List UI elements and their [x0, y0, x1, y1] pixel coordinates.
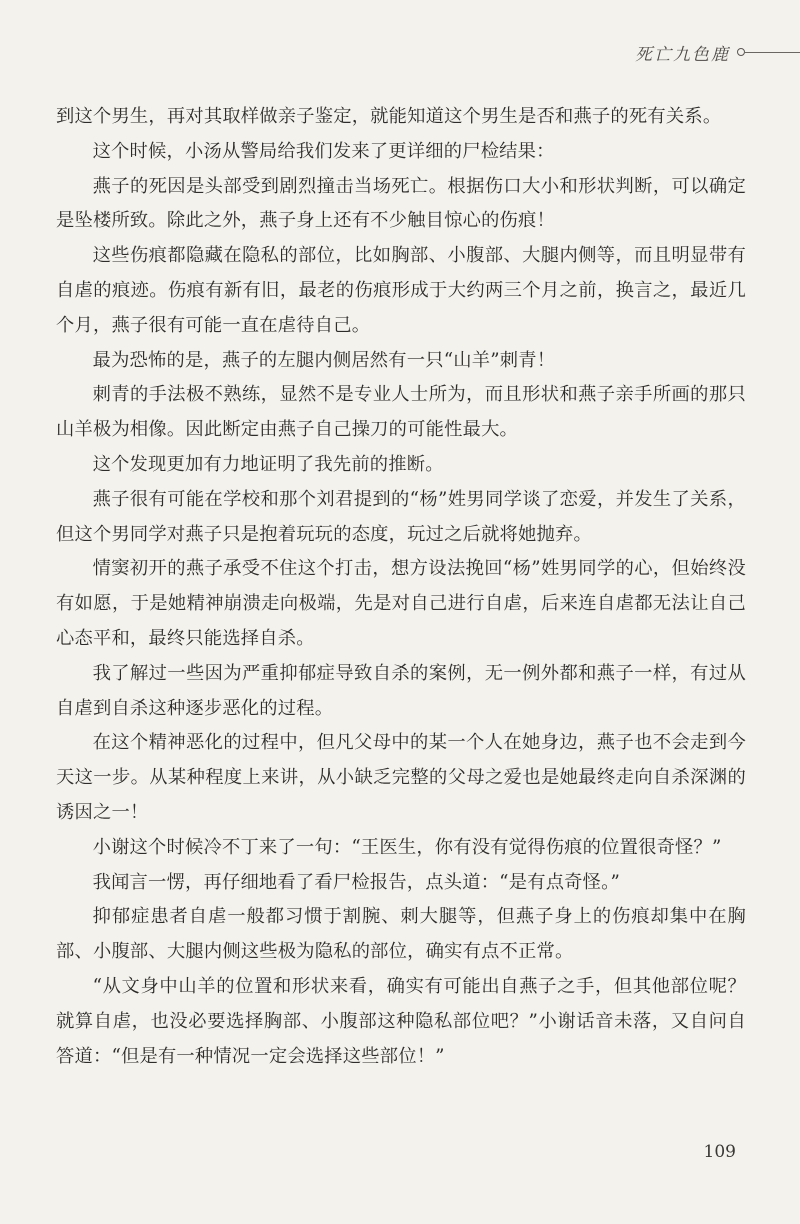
paragraph-10: 我了解过一些因为严重抑郁症导致自杀的案例，无一例外都和燕子一样，有过从自虐到自杀这种逐步恶化的过程。 — [56, 662, 746, 719]
paragraph-3: 燕子的死因是头部受到剧烈撞击当场死亡。根据伤口大小和形状判断，可以确定是坠楼所致。除此之外，燕子身上还有不少触目惊心的伤痕！ — [56, 175, 746, 232]
paragraph-11: 在这个精神恶化的过程中，但凡父母中的某一个人在她身边，燕子也不会走到今天这一步。从某种程度上来讲，从小缺乏完整的父母之爱也是她最终走向自杀深渊的诱因之一！ — [56, 732, 746, 823]
paragraph-5: 最为恐怖的是，燕子的左腿内侧居然有一只“山羊”刺青！ — [92, 349, 556, 371]
paragraph-6: 刺青的手法极不熟练，显然不是专业人士所为，而且形状和燕子亲手所画的那只山羊极为相像。因此断定由燕子自己操刀的可能性最大。 — [56, 384, 746, 441]
page-number: 109 — [703, 1142, 736, 1162]
header-circle-ornament — [737, 48, 745, 56]
paragraph-9: 情窦初开的燕子承受不住这个打击，想方设法挽回“杨”姓男同学的心，但始终没有如愿，于是她精神崩溃走向极端，先是对自己进行自虐，后来连自虐都无法让自己心态平和，最终只能选择自杀。 — [56, 558, 746, 649]
paragraph-7: 这个发现更加有力地证明了我先前的推断。 — [92, 453, 444, 475]
running-header-title: 死亡九色鹿 — [635, 45, 730, 65]
paragraph-12: 小谢这个时候冷不丁来了一句：“王医生，你有没有觉得伤痕的位置很奇怪？” — [92, 836, 722, 858]
paragraph-1: 到这个男生，再对其取样做亲子鉴定，就能知道这个男生是否和燕子的死有关系。 — [56, 106, 722, 127]
paragraph-8: 燕子很有可能在学校和那个刘君提到的“杨”姓男同学谈了恋爱，并发生了关系，但这个男同学对燕子只是抱着玩玩的态度，玩过之后就将她抛弃。 — [56, 488, 746, 545]
body-text — [56, 100, 746, 1074]
header-rule-line — [745, 52, 800, 53]
paragraph-15: “从文身中山羊的位置和形状来看，确实有可能出自燕子之手，但其他部位呢？就算自虐，也没必要选择胸部、小腹部这种隐私部位吧？”小谢话音未落，又自问自答道：“但是有一种情况一定会选择这些部位！” — [56, 975, 746, 1067]
paragraph-13: 我闻言一愣，再仔细地看了看尸检报告，点头道：“是有点奇怪。” — [92, 871, 621, 893]
paragraph-14: 抑郁症患者自虐一般都习惯于割腕、刺大腿等，但燕子身上的伤痕却集中在胸部、小腹部、大腿内侧这些极为隐私的部位，确实有点不正常。 — [56, 906, 746, 963]
paragraph-2: 这个时候，小汤从警局给我们发来了更详细的尸检结果： — [92, 140, 555, 162]
paragraph-4: 这些伤痕都隐藏在隐私的部位，比如胸部、小腹部、大腿内侧等，而且明显带有自虐的痕迹。伤痕有新有旧，最老的伤痕形成于大约两三个月之前，换言之，最近几个月，燕子很有可能一直在虐待自己。 — [56, 245, 746, 336]
